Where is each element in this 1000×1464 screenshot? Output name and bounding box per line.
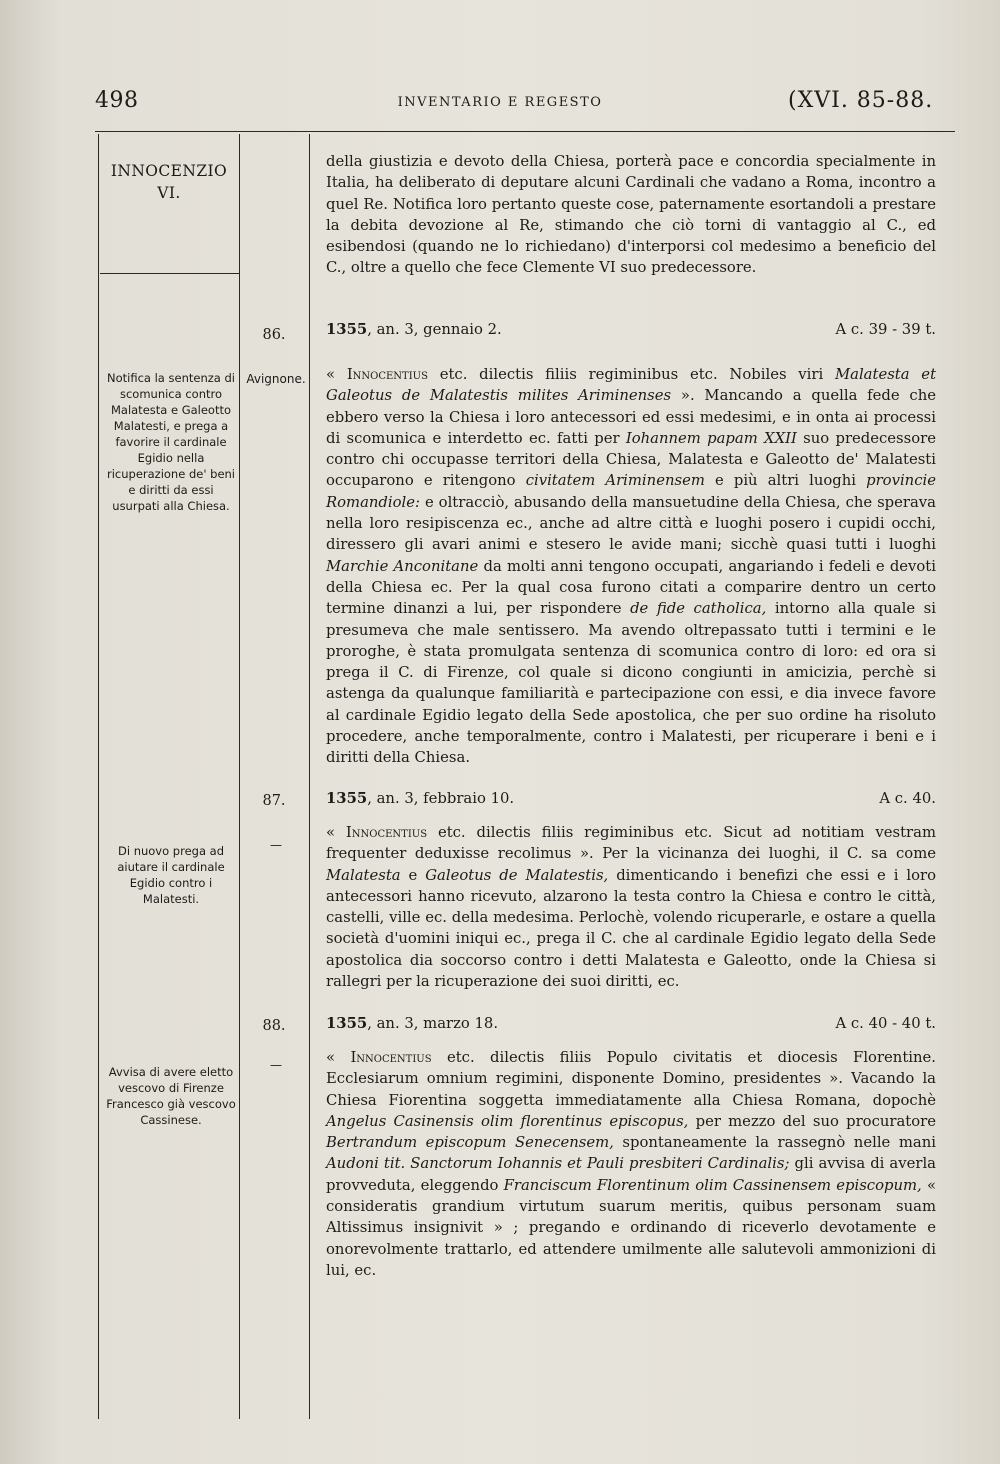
text-span: per mezzo del suo procuratore: [688, 1112, 936, 1130]
text-span: «: [326, 1049, 351, 1066]
entry-place: Avignone.: [246, 372, 306, 386]
text-span: Malatesta et Galeotus de Malatestis milites Ariminenses: [326, 366, 937, 405]
text-span: Angelus Casinensis olim florentinus episcopus,: [326, 1112, 689, 1130]
entry-place: —: [270, 838, 282, 852]
column-rule-left: [98, 134, 99, 1419]
pope-heading-rule: [100, 273, 239, 274]
entry-date: , an. 3, gennaio 2.: [367, 321, 502, 338]
text-span: provincie Romandiole:: [326, 472, 936, 511]
pope-name: INNOCENZIO: [110, 162, 228, 180]
text-span: Franciscum Florentinum olim Cassinensem episcopum,: [503, 1176, 922, 1194]
entry-summary: Notifica la sentenza di scomunica contro Malatesta e Galeotto Malatesti, e prega a favorire il cardinale Egidio nella ricuperazione de' beni e diritti da essi usurpati alla Chiesa.: [106, 371, 236, 513]
text-span: «: [326, 824, 346, 841]
text-span: Iohannem papam XXII: [625, 429, 797, 447]
entry-year: 1355: [326, 1015, 368, 1032]
text-span: Innocentius: [345, 824, 428, 841]
text-span: «: [326, 366, 347, 383]
entry-year: 1355: [326, 321, 368, 338]
text-span: e oltracciò, abusando della mansuetudine della Chiesa, che sperava nella loro resipiscenza ec., anche ad altre città e luoghi posero i cupidi occhi, diressero gli avari animi e stesero le avide mani; sicchè quasi tutti i luoghi: [326, 493, 936, 554]
entry-dateline: [326, 1015, 936, 1037]
entry-date: , an. 3, febbraio 10.: [367, 790, 515, 807]
text-span: spontaneamente la rassegnò nelle mani: [613, 1134, 936, 1152]
text-span: da molti anni tengono occupati, angariando i fedeli e devoti della Chiesa ec. Per la qual cosa furono citati a comparire dentro un certo termine dinanzi a lui, per rispondere: [326, 557, 936, 618]
entry-dateline: [326, 790, 936, 812]
text-span: civitatem Ariminensem: [525, 472, 705, 490]
text-span: Innocentius: [350, 1049, 432, 1066]
entry-place: —: [270, 1058, 282, 1072]
entry-archive-ref: A c. 39 - 39 t.: [835, 321, 936, 338]
text-span: etc. dilectis filiis regiminibus etc. Nobiles viri: [427, 366, 835, 383]
text-span: etc. dilectis filiis Populo civitatis et diocesis Florentine. Ecclesiarum omnium regimini, disponente Domino, presidentes ». Vacando la Chiesa Fiorentina soggetta immediatamente alla Chiesa Romana, dopochè: [326, 1049, 936, 1109]
entry-text: [326, 1047, 936, 1281]
header-rule: [95, 131, 955, 132]
text-span: Marchie Anconitane: [326, 557, 479, 575]
text-span: etc. dilectis filiis regiminibus etc. Sicut ad notitiam vestram frequenter deduxisse recolimus ». Per la vicinanza dei luoghi, il C. sa come: [326, 824, 936, 863]
entry-date: , an. 3, marzo 18.: [367, 1015, 499, 1032]
entry-text: [326, 822, 936, 992]
section-reference: (XVI. 85-88.: [788, 88, 934, 113]
text-span: Bertrandum episcopum Senecensem,: [326, 1134, 614, 1152]
entry-text: [326, 364, 936, 769]
text-span: Innocentius: [346, 366, 428, 383]
text-span: Audoni tit. Sanctorum Iohannis et Pauli presbiteri Cardinalis;: [326, 1155, 790, 1173]
entry-archive-ref: A c. 40 - 40 t.: [835, 1015, 936, 1032]
entry-summary: Di nuovo prega ad aiutare il cardinale Egidio contro i Malatesti.: [117, 844, 225, 906]
entry-number: 88.: [262, 1018, 286, 1034]
text-span: Malatesta: [326, 866, 401, 884]
text-span: suo predecessore contro chi occupasse territori della Chiesa, Malatesta e Galeotto de' Malatesti occuparono e ritengono: [326, 429, 936, 490]
text-span: e più altri luoghi: [704, 472, 867, 490]
text-span: ». Mancando a quella fede che ebbero verso la Chiesa i loro antecessori ed essi medesimi, e in onta ai processi di scomunica e interdetto ec. fatti per: [326, 387, 936, 447]
text-span: gli avvisa di averla provveduta, eleggendo: [326, 1155, 936, 1194]
entry-archive-ref: A c. 40.: [879, 790, 936, 807]
entry-number: 86.: [262, 327, 286, 343]
text-span: dimenticando i benefizi che essi e i loro antecessori hanno ricevuto, alzarono la testa contro la Chiesa e contro le città, castelli, ville ec. della medesima. Perlochè, volendo ricuperarle, e ostare a quella società d'uomini iniqui ec., prega il C. che al cardinale Egidio legato della Sede apostolica dia soccorso contro i detti Malatesta e Galeotto, onde la Chiesa si rallegri per la ricuperazione dei suoi diritti, ec.: [326, 866, 936, 991]
entry-dateline: [326, 321, 936, 343]
continuation-paragraph: della giustizia e devoto della Chiesa, porterà pace e concordia specialmente in Italia, ha deliberato di deputare alcuni Cardinali che vadano a Roma, incontro a quel Re. Notifica loro pertanto queste cose, paternamente esortandoli a prestare la debita devozione al Re, stimando che ciò torni di vantaggio al C., ed esibendosi (quando ne lo richiedano) d'interporsi col medesimo a beneficio del C., oltre a quello che fece Clemente VI suo predecessore.: [326, 153, 936, 277]
running-title: INVENTARIO E REGESTO: [397, 95, 603, 110]
entry-number: 87.: [262, 793, 286, 809]
text-span: « consideratis grandium virtutum suarum meritis, quibus personam suam Altissimus insignivit » ; pregando e ordinando di riceverlo devotamente e onorevolmente trattarlo, ed attendere umilmente alle salutevoli ammonizioni di lui, ec.: [326, 1176, 936, 1279]
pope-heading: [100, 160, 238, 204]
column-rule-right: [309, 134, 310, 1419]
text-span: Galeotus de Malatestis,: [425, 866, 609, 884]
pope-numeral: VI.: [157, 184, 181, 202]
text-span: intorno alla quale si presumeva che male sentissero. Ma avendo oltrepassato tutti i termini e le proroghe, è stata promulgata sentenza di scomunica contro di loro: ed ora si prega il C. di Firenze, col quale si dicono congiunti in amicizia, perchè si astenga da qualunque familiarità e partecipazione con essi, e dia invece favore al cardinale Egidio legato della Sede apostolica, che per suo ordine ha risoluto procedere, anche temporalmente, contro i Malatesti, per ricuperare i beni e i diritti della Chiesa.: [326, 600, 936, 767]
text-span: e: [400, 866, 426, 884]
text-span: de fide catholica,: [630, 600, 767, 618]
entry-year: 1355: [326, 790, 368, 807]
page-number: 498: [95, 88, 139, 113]
column-rule-middle: [239, 134, 240, 1419]
entry-summary: Avvisa di avere eletto vescovo di Firenze Francesco già vescovo Cassinese.: [106, 1065, 236, 1127]
